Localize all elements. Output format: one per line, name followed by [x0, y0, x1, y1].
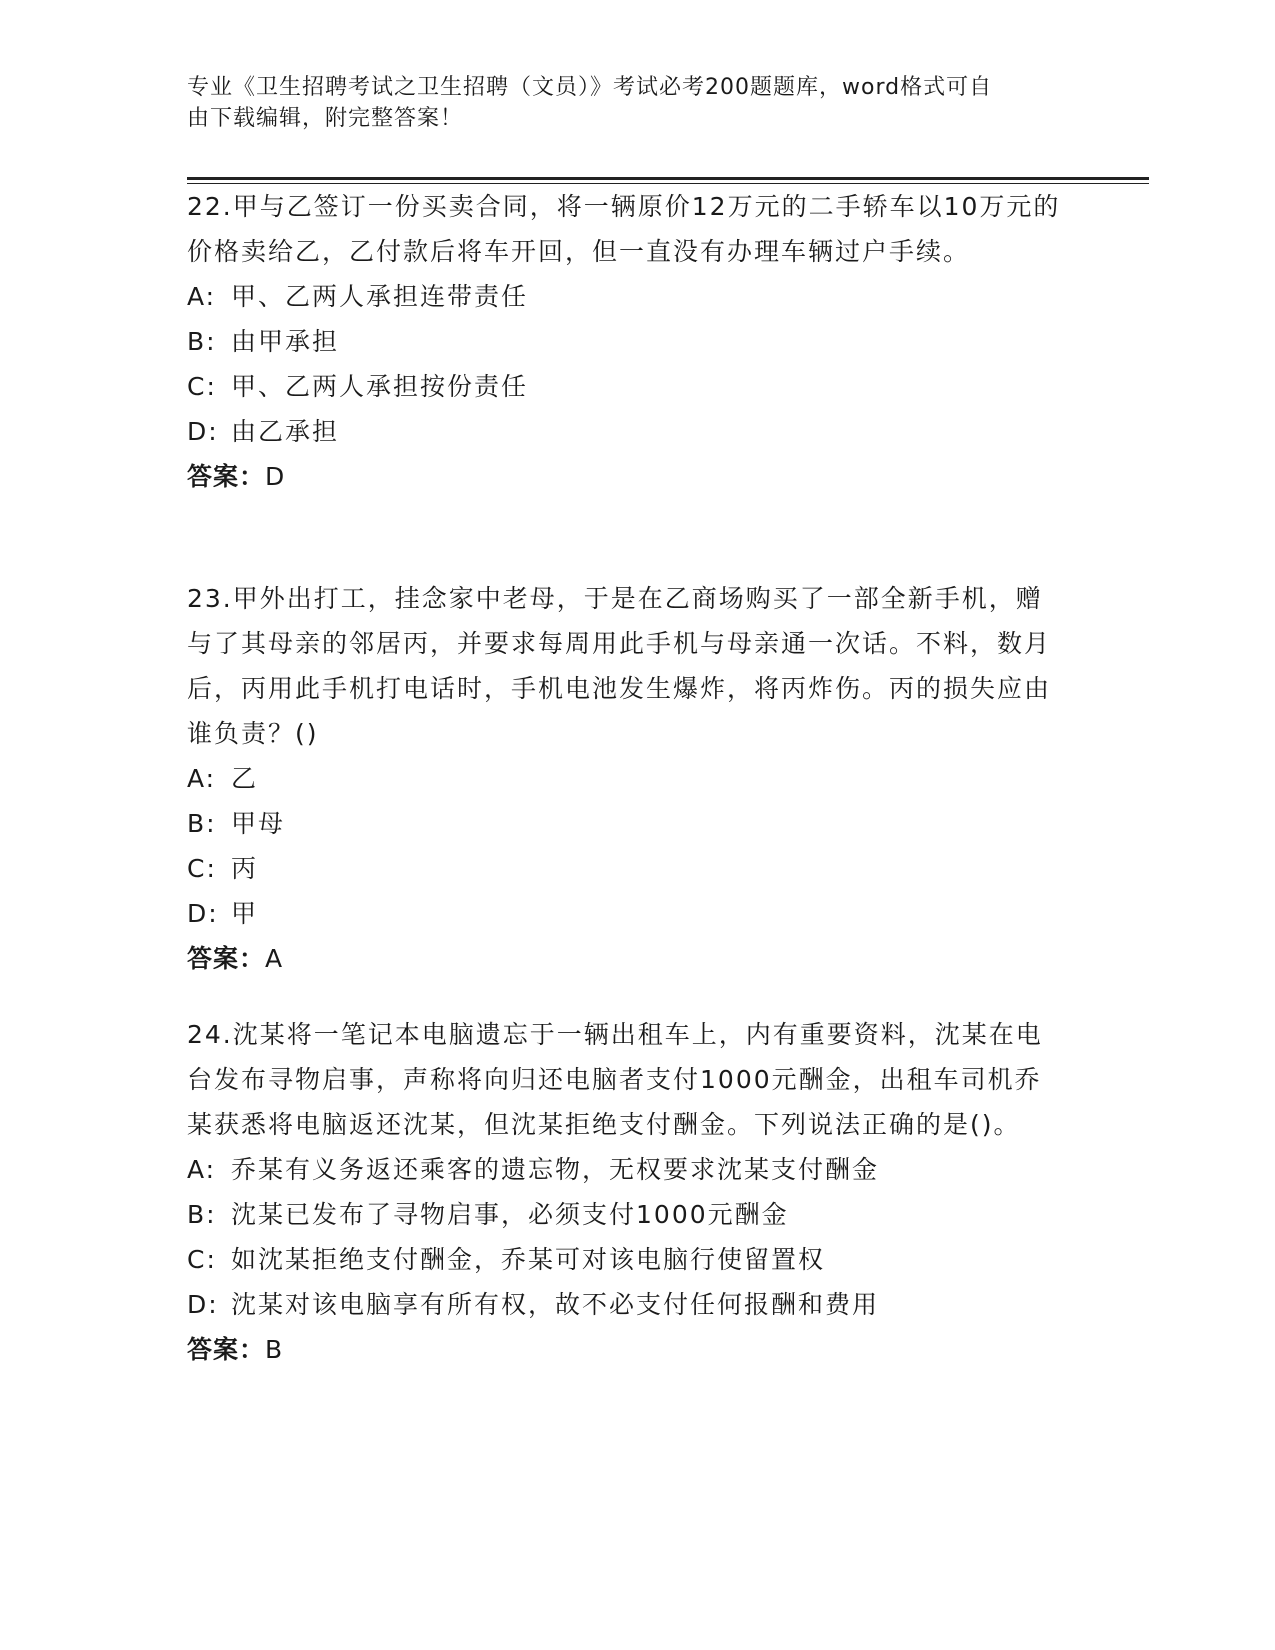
option-b	[187, 801, 1067, 846]
answer-label: 答案：	[187, 462, 266, 491]
option-letter: C:	[187, 854, 217, 883]
option-text: 沈某已发布了寻物启事，必须支付1000元酬金	[231, 1200, 789, 1229]
option-d	[187, 891, 1067, 936]
option-b	[187, 1192, 1067, 1237]
option-letter: B:	[187, 809, 217, 838]
answer	[187, 1327, 1067, 1372]
option-a	[187, 274, 1067, 319]
question-text: 23.甲外出打工，挂念家中老母，于是在乙商场购买了一部全新手机，赠与了其母亲的邻居丙，并要求每周用此手机与母亲通一次话。不料，数月后，丙用此手机打电话时，手机电池发生爆炸，将丙炸伤。丙的损失应由谁负责？()	[187, 584, 1052, 748]
option-c	[187, 1237, 1067, 1282]
option-text: 如沈某拒绝支付酬金，乔某可对该电脑行使留置权	[231, 1245, 826, 1274]
question-24	[187, 1012, 1067, 1372]
option-letter: A:	[187, 764, 217, 793]
question-text: 22.甲与乙签订一份买卖合同，将一辆原价12万元的二手轿车以10万元的价格卖给乙，乙付款后将车开回，但一直没有办理车辆过户手续。	[187, 192, 1061, 266]
header-line-1: 专业《卫生招聘考试之卫生招聘（文员）》考试必考200题题库，word格式可自	[187, 75, 993, 100]
option-text: 乙	[231, 764, 259, 793]
option-c	[187, 364, 1067, 409]
option-text: 由乙承担	[231, 417, 340, 446]
question-text: 24.沈某将一笔记本电脑遗忘于一辆出租车上，内有重要资料，沈某在电台发布寻物启事，声称将向归还电脑者支付1000元酬金，出租车司机乔某获悉将电脑返还沈某，但沈某拒绝支付酬金。下列说法正确的是()。	[187, 1020, 1043, 1139]
option-letter: A:	[187, 282, 217, 311]
option-letter: A:	[187, 1155, 217, 1184]
document-header	[187, 72, 1067, 134]
option-text: 由甲承担	[231, 327, 340, 356]
option-letter: C:	[187, 372, 217, 401]
header-divider-thick	[187, 177, 1149, 180]
answer-label: 答案：	[187, 944, 266, 973]
option-text: 甲	[231, 899, 259, 928]
option-letter: C:	[187, 1245, 217, 1274]
option-letter: B:	[187, 1200, 217, 1229]
answer-label: 答案：	[187, 1335, 266, 1364]
option-text: 乔某有义务返还乘客的遗忘物，无权要求沈某支付酬金	[231, 1155, 880, 1184]
question-23	[187, 576, 1067, 981]
option-c	[187, 846, 1067, 891]
answer-value: D	[265, 462, 286, 491]
answer	[187, 936, 1067, 981]
option-text: 甲母	[231, 809, 286, 838]
option-letter: D:	[187, 417, 219, 446]
option-letter: D:	[187, 1290, 219, 1319]
answer-value: A	[265, 944, 284, 973]
option-text: 沈某对该电脑享有所有权，故不必支付任何报酬和费用	[231, 1290, 880, 1319]
header-line-2: 由下载编辑，附完整答案！	[187, 106, 464, 131]
option-d	[187, 1282, 1067, 1327]
question-22	[187, 184, 1067, 499]
option-letter: D:	[187, 899, 219, 928]
option-a	[187, 756, 1067, 801]
answer	[187, 454, 1067, 499]
option-text: 甲、乙两人承担按份责任	[231, 372, 529, 401]
option-d	[187, 409, 1067, 454]
option-a	[187, 1147, 1067, 1192]
option-letter: B:	[187, 327, 217, 356]
option-text: 甲、乙两人承担连带责任	[231, 282, 529, 311]
option-text: 丙	[231, 854, 259, 883]
answer-value: B	[265, 1335, 284, 1364]
option-b	[187, 319, 1067, 364]
